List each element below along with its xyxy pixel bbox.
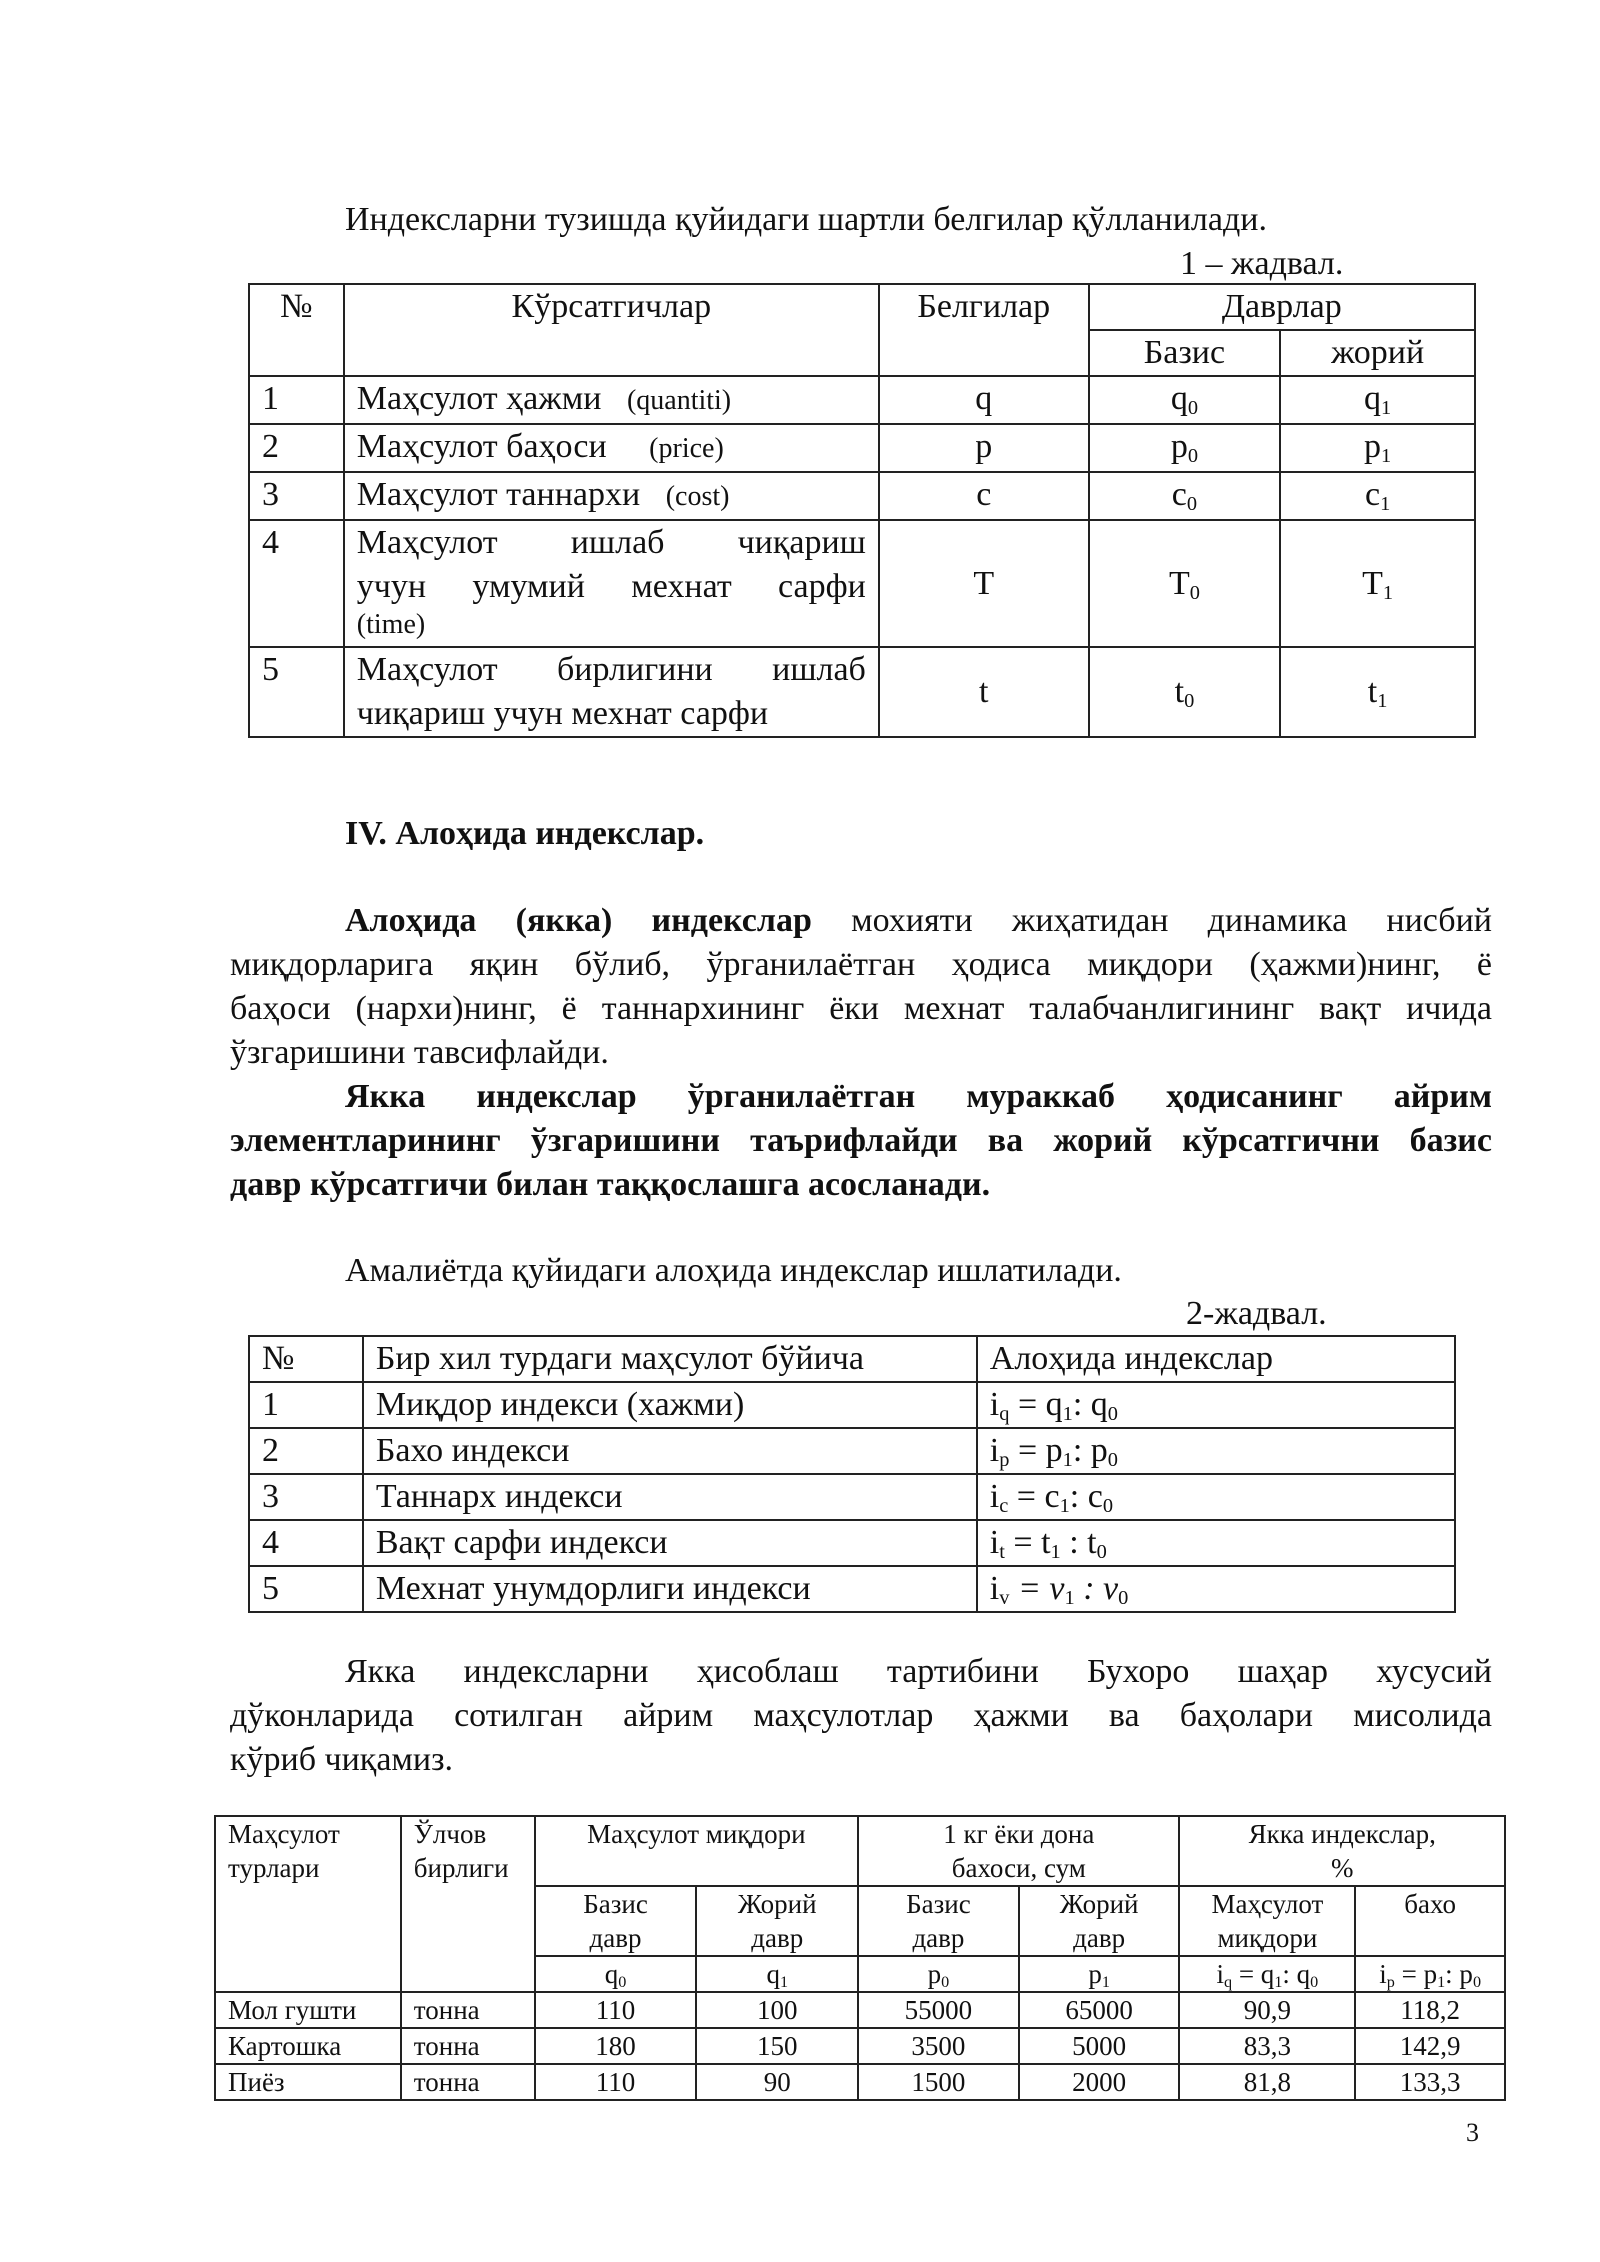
table-row: 1 Маҳсулот ҳажми (quantiti) q $q_0$ $q_1$ bbox=[249, 376, 1475, 424]
paragraph-3: Якка индексларни ҳисоблаш тартибини Бухоро шаҳар хусусий дўконларида сотилган айрим маҳсулотлар ҳажми ва баҳолари мисолида кўриб чиқамиз. bbox=[230, 1653, 1492, 1778]
th-price: 1 кг ёки дона бахоси, сум bbox=[858, 1816, 1179, 1886]
table2-caption: 2-жадвал. bbox=[1186, 1295, 1327, 1332]
th-current: жорий bbox=[1280, 330, 1475, 376]
th-base: Базис bbox=[1089, 330, 1281, 376]
th-num: № bbox=[249, 284, 344, 376]
th-symbols: Белгилар bbox=[879, 284, 1089, 376]
intro-text: Индексларни тузишда қуйидаги шартли белгилар қўлланилади. bbox=[345, 201, 1267, 238]
th-periods: Даврлар bbox=[1089, 284, 1475, 330]
table-symbols bbox=[248, 283, 1476, 738]
table-example: Маҳсулот турлари Ўлчов бирлиги Маҳсулот миқдори 1 кг ёки дона бахоси, сум Якка индекслар, % Базис давр Жорий давр Базис давр Жорий давр Маҳсулот миқдори бахо $q_0$ $q_1$ $p_0$ $p_1$ $i_q = q_1$: $q_0$ $i_p = p_1$: $p_0$ Мол гушти тонна 110 100 55000 65000 90,9 118,2 Картошка тонна 180 150 3500 5000 83,3 142,9 Пиёз тонна 110 90 1500 2000 81,8 133,3 bbox=[214, 1815, 1506, 2101]
section-title: IV. Алоҳида индекслар. bbox=[345, 815, 705, 852]
th-unit: Ўлчов бирлиги bbox=[401, 1816, 535, 1992]
table-row: Пиёз тонна 110 90 1500 2000 81,8 133,3 bbox=[215, 2064, 1505, 2100]
table-row: 1 Миқдор индекси (хажми) $i_q = q_1$: $q_0$ bbox=[249, 1382, 1455, 1428]
th-num: № bbox=[249, 1336, 363, 1382]
th-quantity: Маҳсулот миқдори bbox=[535, 1816, 858, 1886]
table-row: 5 Мехнат унумдорлиги индекси $i_v = v_1$ : $v_0$ bbox=[249, 1566, 1455, 1612]
table-row: 4 Вақт сарфи индекси $i_t = t_1$ : $t_0$ bbox=[249, 1520, 1455, 1566]
table-row: Картошка тонна 180 150 3500 5000 83,3 142,9 bbox=[215, 2028, 1505, 2064]
paragraph-1: Алоҳида (якка) индекслар мохияти жиҳатидан динамика нисбий миқдорларига яқин бўлиб, ўрганилаётган ҳодиса миқдори (ҳажми)нинг, ё баҳоси (нархи)нинг, ё таннархининг ёки мехнат талабчанлигининг вақт ичида ўзгаришини тавсифлайди. bbox=[230, 902, 1492, 1071]
table-row: 3 Маҳсулот таннархи (cost) c $c_0$ $c_1$ bbox=[249, 472, 1475, 520]
table-row: 4 Маҳсулот ишлаб чиқариш учун умумий мехнат сарфи (time) T $T_0$ $T_1$ bbox=[249, 520, 1475, 647]
table-row: 2 Бахо индекси $i_p = p_1$: $p_0$ bbox=[249, 1428, 1455, 1474]
intro-2-text: Амалиётда қуйидаги алоҳида индекслар ишлатилади. bbox=[345, 1252, 1122, 1289]
table-row: 2 Маҳсулот баҳоси (price) p $p_0$ $p_1$ bbox=[249, 424, 1475, 472]
th-indexes: Алоҳида индекслар bbox=[977, 1336, 1455, 1382]
th-indicators: Кўрсатгичлар bbox=[344, 284, 879, 376]
table-row: 3 Таннарх индекси $i_c = c_1$: $c_0$ bbox=[249, 1474, 1455, 1520]
th-product: Бир хил турдаги маҳсулот бўйича bbox=[363, 1336, 977, 1382]
table1-caption: 1 – жадвал. bbox=[1180, 245, 1344, 282]
table-row: 5 Маҳсулот бирлигини ишлаб чиқариш учун мехнат сарфи t $t_0$ $t_1$ bbox=[249, 647, 1475, 737]
th-product-types: Маҳсулот турлари bbox=[215, 1816, 401, 1992]
page-number: 3 bbox=[1466, 2118, 1479, 2147]
table-individual-indexes bbox=[248, 1335, 1456, 1613]
table-row: Мол гушти тонна 110 100 55000 65000 90,9 118,2 bbox=[215, 1992, 1505, 2028]
th-indexes: Якка индекслар, % bbox=[1179, 1816, 1505, 1886]
paragraph-2: Якка индекслар ўрганилаётган мураккаб ҳодисанинг айрим элементларининг ўзгаришини таърифлайди ва жорий кўрсатгични базис давр кўрсатгичи билан таққослашга асосланади. bbox=[230, 1078, 1492, 1203]
